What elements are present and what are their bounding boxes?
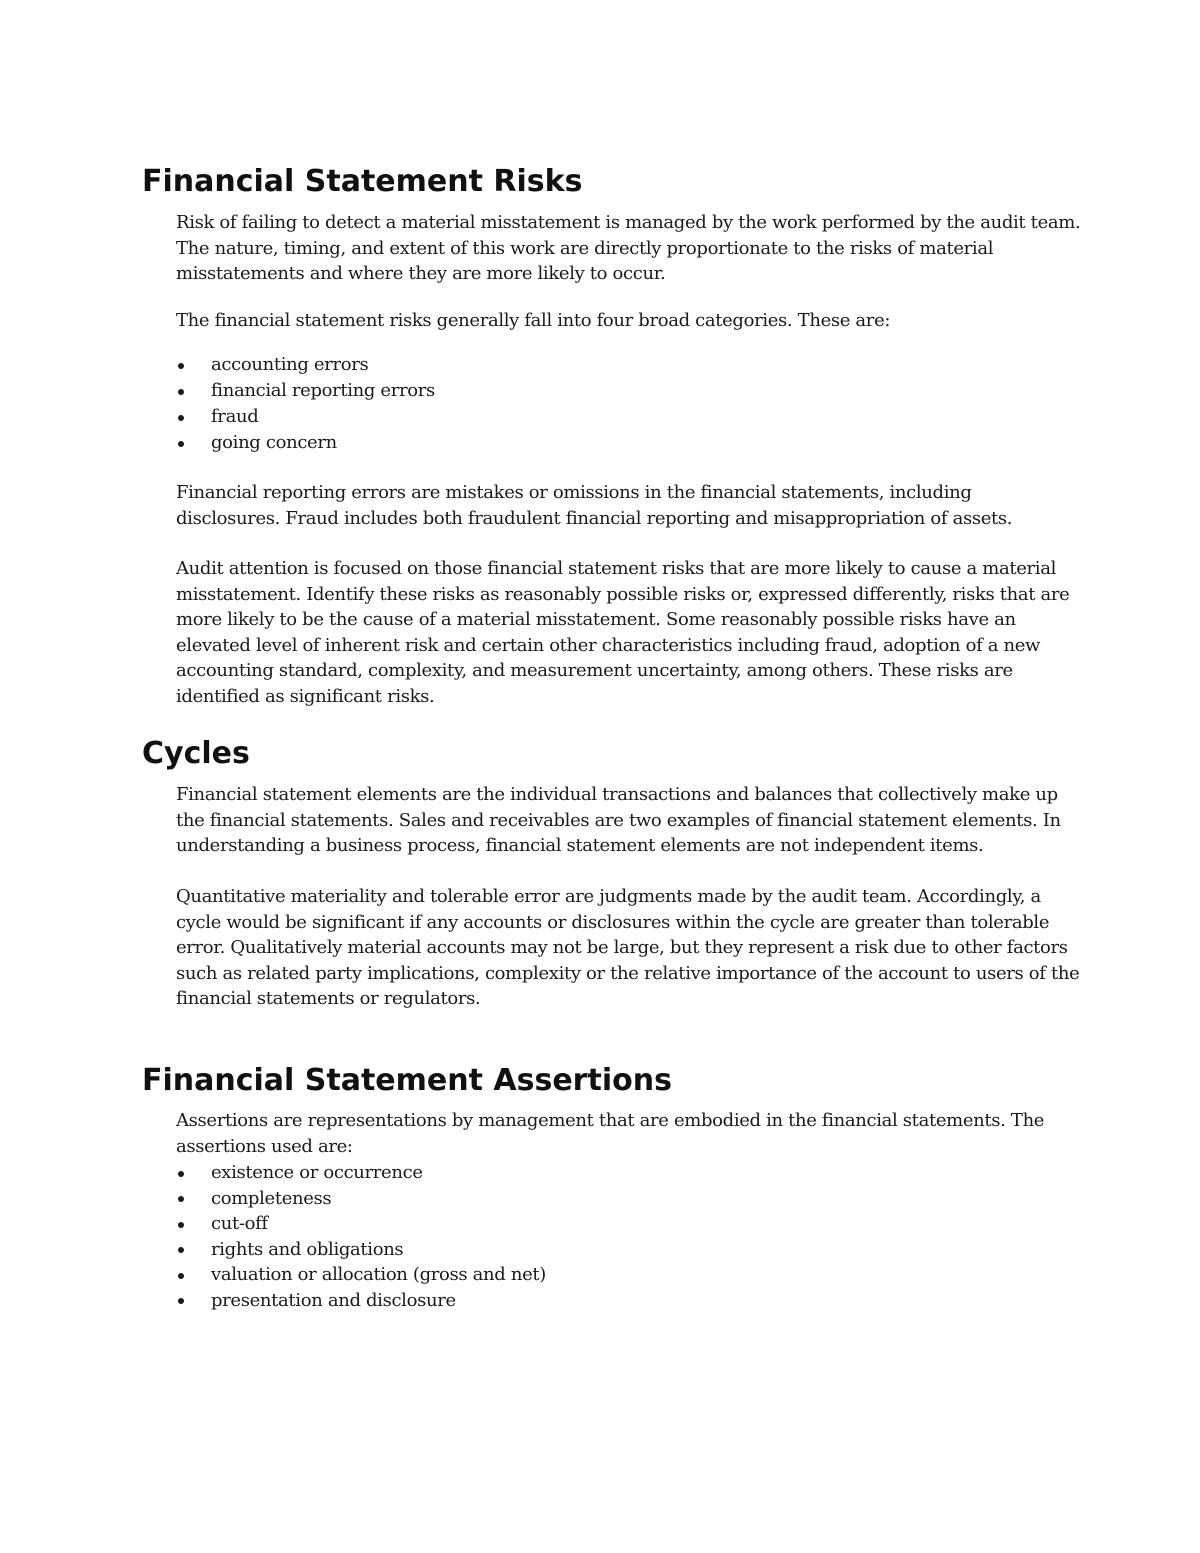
bullet-icon (178, 1222, 184, 1228)
bullet-icon (178, 415, 184, 421)
list-item-label: fraud (211, 405, 259, 427)
text-line: The nature, timing, and extent of this work are directly proportionate to the risks of material (176, 237, 994, 259)
text-line: disclosures. Fraud includes both fraudulent financial reporting and misappropriation of assets. (176, 507, 1013, 529)
text-line: cycle would be significant if any accounts or disclosures within the cycle are greater than tolerable (176, 911, 1050, 933)
list-item (176, 1262, 546, 1288)
list-item (176, 1186, 546, 1212)
list-item-label: rights and obligations (211, 1238, 404, 1260)
bullet-icon (178, 389, 184, 395)
list-item-label: valuation or allocation (gross and net) (211, 1264, 546, 1285)
bullet-icon (178, 1171, 184, 1177)
list-item-label: existence or occurrence (211, 1162, 423, 1183)
text-line: Risk of failing to detect a material misstatement is managed by the work performed by the audit team. (176, 212, 1081, 233)
text-line: Quantitative materiality and tolerable error are judgments made by the audit team. Accordingly, a (176, 886, 1041, 907)
paragraph-financial-reporting-errors (176, 480, 1076, 531)
risk-categories-list (176, 352, 435, 456)
bullet-icon (178, 1273, 184, 1279)
text-line: elevated level of inherent risk and certain other characteristics including fraud, adoption of a new (176, 634, 1041, 656)
text-line: understanding a business process, financial statement elements are not independent items. (176, 835, 984, 857)
list-item (176, 430, 435, 456)
bullet-icon (178, 363, 184, 369)
heading-financial-statement-risks: Financial Statement Risks (142, 164, 583, 199)
list-item (176, 1211, 546, 1237)
text-line: such as related party implications, complexity or the relative importance of the account to users of the (176, 962, 1080, 984)
text-line: Audit attention is focused on those financial statement risks that are more likely to cause a material (176, 558, 1056, 579)
text-line: Financial statement elements are the individual transactions and balances that collectively make up (176, 784, 1058, 805)
text-line: identified as significant risks. (176, 685, 435, 707)
paragraph-materiality (176, 884, 1080, 1012)
bullet-icon (178, 1196, 184, 1202)
text-line: assertions used are: (176, 1135, 353, 1157)
list-item (176, 352, 435, 378)
bullet-icon (178, 1247, 184, 1253)
text-line: accounting standard, complexity, and measurement uncertainty, among others. These risks are (176, 660, 1013, 682)
text-line: The financial statement risks generally fall into four broad categories. These are: (176, 310, 891, 331)
list-item-label: completeness (211, 1187, 332, 1209)
paragraph-risk-categories-lead (176, 308, 1076, 334)
heading-financial-statement-assertions: Financial Statement Assertions (142, 1063, 672, 1098)
assertions-list (176, 1160, 546, 1313)
text-line: Financial reporting errors are mistakes or omissions in the financial statements, including (176, 482, 972, 503)
paragraph-audit-attention (176, 556, 1076, 710)
list-item (176, 404, 435, 430)
text-line: misstatements and where they are more likely to occur. (176, 263, 666, 285)
bullet-icon (178, 441, 184, 447)
text-line: financial statements or regulators. (176, 988, 481, 1010)
list-item-label: cut-off (211, 1213, 268, 1234)
list-item-label: accounting errors (211, 354, 369, 375)
paragraph-assertions-intro (176, 1108, 1076, 1159)
text-line: misstatement. Identify these risks as reasonably possible risks or, expressed differently, risks that are (176, 583, 1070, 605)
text-line: Assertions are representations by management that are embodied in the financial statements. The (176, 1110, 1045, 1131)
text-line: the financial statements. Sales and receivables are two examples of financial statement elements. In (176, 809, 1061, 831)
heading-cycles: Cycles (142, 736, 250, 771)
list-item (176, 1160, 546, 1186)
list-item (176, 1237, 546, 1263)
paragraph-financial-statement-elements (176, 782, 1076, 859)
text-line: more likely to be the cause of a material misstatement. Some reasonably possible risks have an (176, 609, 1016, 631)
list-item-label: presentation and disclosure (211, 1289, 456, 1311)
list-item (176, 1288, 546, 1314)
list-item-label: going concern (211, 431, 337, 453)
bullet-icon (178, 1298, 184, 1304)
paragraph-risk-intro (176, 210, 1081, 287)
list-item-label: financial reporting errors (211, 379, 435, 401)
list-item (176, 378, 435, 404)
text-line: error. Qualitatively material accounts may not be large, but they represent a risk due to other factors (176, 937, 1068, 959)
